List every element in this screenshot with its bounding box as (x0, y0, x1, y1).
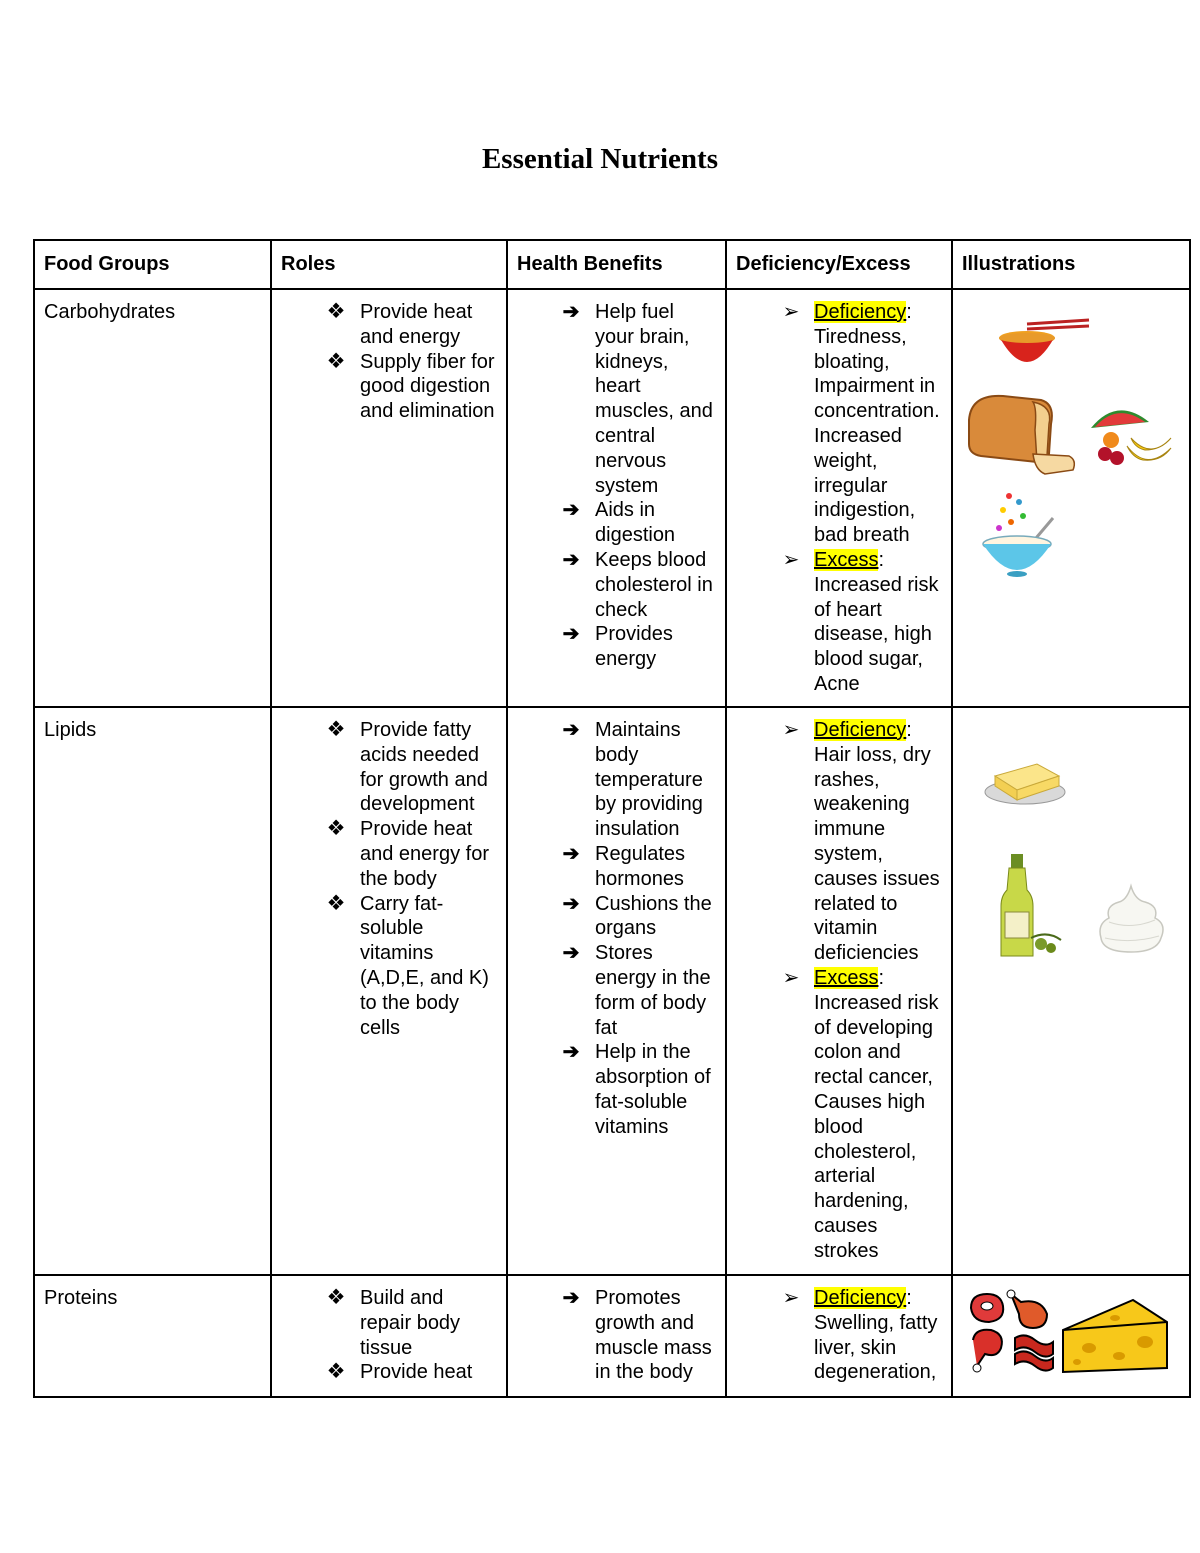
list-item: ➔ Help in the absorption of fat-soluble vitamins (516, 1040, 717, 1139)
benefits-cell (507, 1275, 726, 1397)
list-item: ➔ Keeps blood cholesterol in check (516, 548, 717, 622)
header-illustrations: Illustrations (952, 240, 1190, 289)
roles-cell (271, 289, 507, 707)
illustrations-cell (952, 289, 1190, 707)
deficiency-block: ➢ Deficiency: Hair loss, dry rashes, weakening immune system, causes issues related to vitamin deficiencies (736, 718, 943, 966)
benefits-cell (507, 707, 726, 1275)
list-item: ➔ Help fuel your brain, kidneys, heart muscles, and central nervous system (516, 300, 717, 498)
arrow-right-icon: ➔ (562, 548, 580, 571)
list-item: ❖ Carry fat-soluble vitamins (A,D,E, and K) to the body cells (281, 892, 498, 1041)
arrow-right-icon: ➔ (562, 942, 580, 965)
arrowhead-icon: ➢ (782, 301, 800, 323)
diamond-bullet-icon: ❖ (326, 1286, 346, 1309)
arrowhead-icon: ➢ (782, 719, 800, 741)
deficiency-excess-cell (726, 707, 952, 1275)
list-item: ❖ Provide heat (281, 1360, 498, 1385)
header-food-groups: Food Groups (34, 240, 271, 289)
deficiency-excess-cell (726, 1275, 952, 1397)
list-item: ➔ Regulates hormones (516, 842, 717, 892)
header-deficiency-excess: Deficiency/Excess (726, 240, 952, 289)
diamond-bullet-icon: ❖ (326, 349, 346, 373)
roles-cell (271, 1275, 507, 1397)
food-group-label: Lipids (44, 719, 97, 741)
list-item: ➔ Stores energy in the form of body fat (516, 941, 717, 1040)
benefits-cell (507, 289, 726, 707)
table-row-lipids (34, 707, 1190, 1275)
excess-label: Excess (814, 966, 879, 989)
arrow-right-icon: ➔ (562, 499, 580, 522)
table-header-row (34, 240, 1190, 289)
bread-loaf-icon (963, 390, 1081, 478)
list-item: ➔ Aids in digestion (516, 498, 717, 548)
excess-block: ➢ Excess: Increased risk of developing colon and rectal cancer, Causes high blood cholesterol, arterial hardening, causes strokes (736, 966, 943, 1264)
header-roles: Roles (271, 240, 507, 289)
noodle-bowl-icon (997, 316, 1093, 376)
list-item: ➔ Maintains body temperature by providing insulation (516, 718, 717, 842)
arrow-right-icon: ➔ (562, 623, 580, 646)
deficiency-block: ➢ Deficiency: Swelling, fatty liver, skin degeneration, (736, 1286, 943, 1385)
diamond-bullet-icon: ❖ (326, 718, 346, 741)
illustrations-cell (952, 1275, 1190, 1397)
arrowhead-icon: ➢ (782, 966, 800, 989)
table-row-carbohydrates (34, 289, 1190, 707)
excess-block: ➢ Excess: Increased risk of heart disease, high blood sugar, Acne (736, 548, 943, 697)
diamond-bullet-icon: ❖ (326, 817, 346, 841)
list-item: ➔ Cushions the organs (516, 892, 717, 942)
whipped-cream-icon (1095, 882, 1169, 956)
food-group-cell (34, 707, 271, 1275)
list-item: ➔ Provides energy (516, 622, 717, 672)
food-group-label: Carbohydrates (44, 301, 176, 323)
deficiency-block: ➢ Deficiency: Tiredness, bloating, Impairment in concentration. Increased weight, irregular indigestion, bad breath (736, 300, 943, 548)
roles-cell (271, 707, 507, 1275)
header-health-benefits: Health Benefits (507, 240, 726, 289)
food-group-label: Proteins (44, 1287, 118, 1309)
deficiency-label: Deficiency (814, 301, 907, 323)
diamond-bullet-icon: ❖ (326, 1360, 346, 1384)
arrow-right-icon: ➔ (562, 892, 580, 915)
cheese-wedge-icon (1059, 1296, 1171, 1376)
arrowhead-icon: ➢ (782, 1287, 800, 1309)
deficiency-label: Deficiency (814, 719, 907, 741)
deficiency-text: Hair loss, dry rashes, weakening immune system, causes issues related to vitamin deficiencies (814, 743, 940, 965)
deficiency-label: Deficiency (814, 1287, 907, 1309)
list-item: ❖ Build and repair body tissue (281, 1286, 498, 1360)
butter-dish-icon (981, 746, 1071, 808)
diamond-bullet-icon: ❖ (326, 300, 346, 323)
list-item: ➔ Promotes growth and muscle mass in the body (516, 1286, 717, 1385)
deficiency-text: Swelling, fatty liver, skin degeneration, (814, 1311, 938, 1384)
list-item: ❖ Provide heat and energy (281, 300, 498, 350)
cereal-bowl-icon (979, 488, 1059, 580)
food-group-cell (34, 289, 271, 707)
arrow-right-icon: ➔ (562, 301, 580, 323)
fruit-pile-icon (1087, 402, 1173, 474)
food-group-cell (34, 1275, 271, 1397)
nutrients-table (33, 239, 1191, 1398)
meat-assortment-icon (965, 1288, 1057, 1374)
arrow-right-icon: ➔ (562, 842, 580, 865)
olive-oil-bottle-icon (997, 854, 1069, 966)
page-title: Essential Nutrients (481, 143, 719, 175)
arrowhead-icon: ➢ (782, 548, 800, 571)
excess-text: Increased risk of heart disease, high blood sugar, Acne (814, 573, 939, 695)
table-row-proteins (34, 1275, 1190, 1397)
arrow-right-icon: ➔ (562, 719, 580, 741)
list-item: ❖ Provide heat and energy for the body (281, 817, 498, 891)
excess-label: Excess (814, 548, 879, 571)
list-item: ❖ Supply fiber for good digestion and elimination (281, 350, 498, 424)
diamond-bullet-icon: ❖ (326, 891, 346, 915)
deficiency-excess-cell (726, 289, 952, 707)
illustrations-cell (952, 707, 1190, 1275)
arrow-right-icon: ➔ (562, 1287, 580, 1309)
deficiency-text: Tiredness, bloating, Impairment in concentration. Increased weight, irregular indigestion, bad breath (814, 325, 940, 547)
list-item: ❖ Provide fatty acids needed for growth and development (281, 718, 498, 817)
excess-text: Increased risk of developing colon and rectal cancer, Causes high blood cholesterol, arterial hardening, causes strokes (814, 991, 939, 1262)
arrow-right-icon: ➔ (562, 1041, 580, 1064)
